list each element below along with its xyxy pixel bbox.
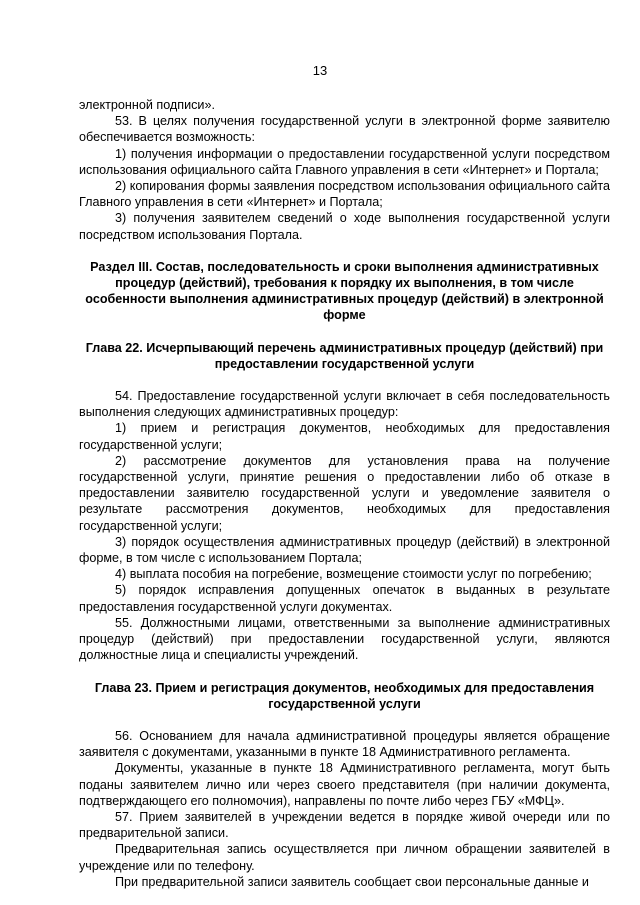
paragraph: 4) выплата пособия на погребение, возмещение стоимости услуг по погребению; — [115, 567, 592, 582]
chapter-22-title: Глава 22. Исчерпывающий перечень административных процедур (действий) при предоставлении государственной услуги — [85, 340, 604, 371]
paragraph: Документы, указанные в пункте 18 Административного регламента, могут быть поданы заявителем лично или через своего представителя (при наличии документа, подтверждающего его полномочия), направлены по почте либо через ГБУ «МФЦ». — [79, 761, 610, 808]
paragraph: 5) порядок исправления допущенных опечаток в выданных в результате предоставления государственной услуги документах. — [79, 583, 610, 614]
chapter-23-title: Глава 23. Прием и регистрация документов, необходимых для предоставления государственной услуги — [94, 680, 595, 711]
paragraph: 3) порядок осуществления административных процедур (действий) в электронной форме, в том числе с использованием Портала; — [79, 534, 610, 566]
document-body — [79, 97, 610, 890]
paragraph: 57. Прием заявителей в учреждении ведется в порядке живой очереди или по предварительной записи. — [79, 809, 610, 841]
paragraph: электронной подписи». — [79, 98, 215, 112]
paragraph: При предварительной записи заявитель сообщает свои персональные данные и — [115, 874, 589, 889]
paragraph: 2) копирования формы заявления посредством использования официального сайта Главного управления в сети «Интернет» и Портала; — [79, 179, 610, 210]
paragraphs-chapter-22 — [79, 388, 610, 663]
paragraph: Предварительная запись осуществляется при личном обращении заявителей в учреждение или по телефону. — [79, 842, 610, 873]
section-title: Раздел III. Состав, последовательность и сроки выполнения административных процедур (действий), требования к порядку их выполнения, в том числе особенности выполнения административных процедур (действий) в электронной форме — [85, 259, 604, 323]
paragraph: 55. Должностными лицами, ответственными за выполнение административных процедур (действий) при предоставлении государственной услуги, являются должностные лица и специалисты учреждений. — [79, 615, 610, 663]
paragraph: 2) рассмотрение документов для установления права на получение государственной услуги, принятие решения о предоставлении либо об отказе в предоставлении заявителю государственной услуги и уведомление заявителя о результате рассмотрения документов, необходимых для предоставления государственной услуги; — [79, 453, 610, 533]
paragraph: 54. Предоставление государственной услуги включает в себя последовательность выполнения следующих административных процедур: — [79, 389, 610, 420]
paragraph: 3) получения заявителем сведений о ходе выполнения государственной услуги посредством использования Портала. — [79, 211, 610, 242]
paragraph: 53. В целях получения государственной услуги в электронной форме заявителю обеспечивается возможность: — [79, 114, 610, 145]
paragraphs-chapter-23 — [79, 728, 610, 890]
paragraph: 56. Основанием для начала административной процедуры является обращение заявителя с документами, указанными в пункте 18 Административного регламента. — [79, 728, 610, 760]
paragraph: 1) получения информации о предоставлении государственной услуги посредством использования официального сайта Главного управления в сети «Интернет» и Портала; — [79, 146, 610, 177]
paragraph: 1) прием и регистрация документов, необходимых для предоставления государственной услуги; — [79, 421, 610, 452]
paragraphs-top — [79, 97, 610, 243]
page-number: 13 — [312, 63, 328, 78]
